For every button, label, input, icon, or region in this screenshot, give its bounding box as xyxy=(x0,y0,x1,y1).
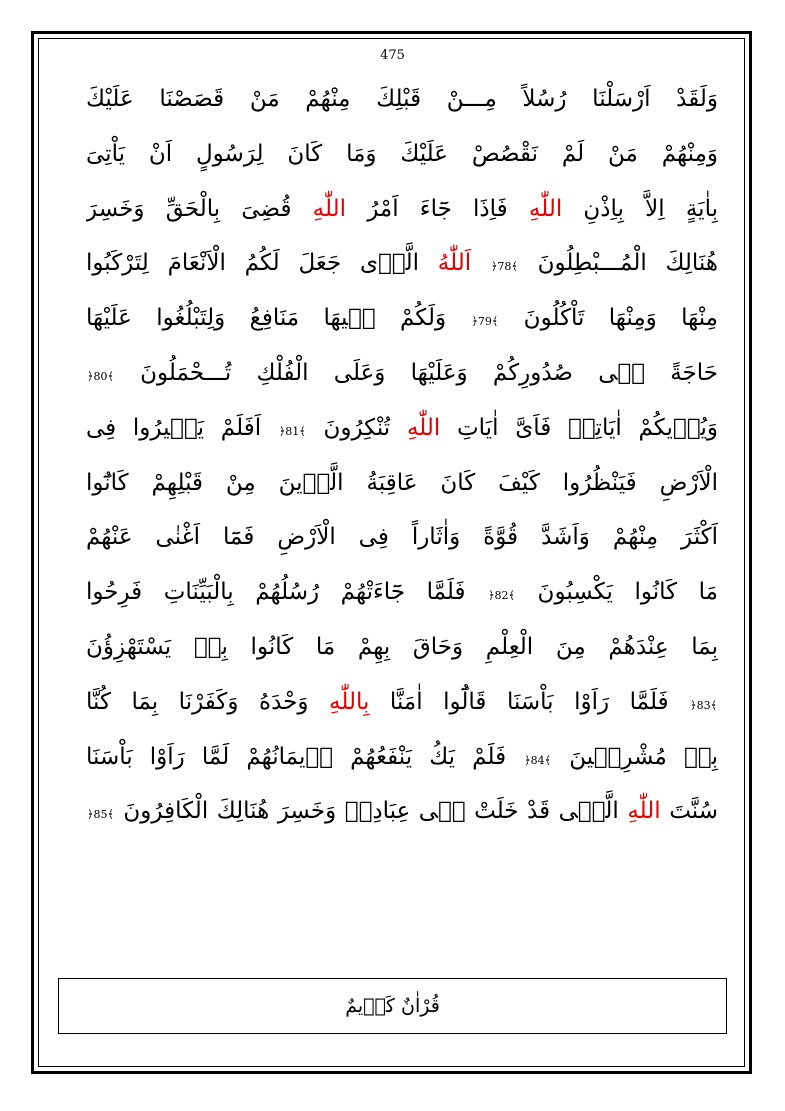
verse-text: بِاٰيَةٍ اِلاَّ بِاِذْنِ xyxy=(562,195,718,222)
page-number: 475 xyxy=(380,48,405,63)
text-line xyxy=(86,72,718,127)
verse-number: ﴿79﴾ xyxy=(471,315,499,329)
text-line xyxy=(86,291,718,346)
verse-number: ﴿85﴾ xyxy=(87,808,114,822)
verse-text: وَمِنْهُمْ مَنْ لَمْ نَقْصُصْ عَلَيْكَ وَمَا كَانَ لِرَسُولٍ اَنْ يَاْتِىَ xyxy=(86,140,718,167)
divine-name: اللّٰهِ xyxy=(627,798,661,825)
verse-number: ﴿80﴾ xyxy=(87,369,114,383)
divine-name: اَللّٰهُ xyxy=(437,250,472,277)
verse-text: وَيُرٖيكُمْ اٰيَاتِهٖ فَاَىَّ اٰيَاتِ xyxy=(440,414,718,441)
verse-number: ﴿84﴾ xyxy=(524,753,552,767)
text-line xyxy=(86,730,718,785)
text-line xyxy=(86,456,718,511)
text-line xyxy=(86,236,718,291)
verse-text: مَا كَانُوا يَكْسِبُونَ xyxy=(515,579,718,606)
divine-name: اللّٰهِ xyxy=(312,195,347,222)
verse-text: هُنَالِكَ الْمُـــبْطِلُونَ xyxy=(518,250,718,277)
verse-text: تُنْكِرُونَ xyxy=(306,414,407,441)
text-line xyxy=(86,182,718,237)
text-line xyxy=(86,401,718,456)
verse-text: وَلَقَدْ اَرْسَلْنَا رُسُلاً مِـــنْ قَبْلِكَ مِنْهُمْ مَنْ قَصَصْنَا عَلَيْكَ xyxy=(86,86,718,112)
verse-text: بِهٖ مُشْرِكٖينَ xyxy=(552,743,718,770)
verse-text: فَلَمَّا جَٓاءَتْهُمْ رُسُلُهُمْ بِالْبَيِّنَاتِ فَرِحُوا xyxy=(86,579,488,606)
verse-text: بِمَا عِنْدَهُمْ مِنَ الْعِلْمِ وَحَاقَ بِهِمْ مَا كَانُوا بِهٖ يَسْتَهْزِؤُنَ xyxy=(86,633,718,660)
verse-text xyxy=(471,250,490,276)
text-line xyxy=(86,510,718,565)
verse-text: وَلَكُمْ فٖيهَا مَنَافِعُ وَلِتَبْلُغُوا عَلَيْهَا xyxy=(86,305,471,332)
verse-text: الَّتٖى قَدْ خَلَتْ فٖى عِبَادِهٖ وَخَسِرَ هُنَالِكَ الْكَافِرُونَ xyxy=(114,798,628,825)
verse-number: ﴿81﴾ xyxy=(278,424,306,438)
verse-text: اَكْثَرَ مِنْهُمْ وَاَشَدَّ قُوَّةً وَاٰثَاراً فِى الْاَرْضِ فَمَٓا اَغْنٰى عَنْهُمْ xyxy=(86,524,718,551)
quran-text-block xyxy=(86,72,718,839)
verse-text: الَّذٖى جَعَلَ لَكُمُ الْاَنْعَامَ لِتَرْكَبُوا xyxy=(86,250,438,277)
verse-text: فَلَمْ يَكُ يَنْفَعُهُمْ اٖيمَانُهُمْ لَمَّا رَاَوْا بَاْسَنَا xyxy=(86,743,524,770)
verse-number: ﴿78﴾ xyxy=(490,260,518,274)
verse-text: فَلَمَّا رَاَوْا بَاْسَنَا قَالُٓوا اٰمَنَّا xyxy=(369,688,690,715)
verse-text: مِنْهَا وَمِنْهَا تَاْكُلُونَ xyxy=(499,305,718,332)
text-line xyxy=(86,565,718,620)
text-line xyxy=(86,620,718,675)
text-line xyxy=(86,784,718,839)
verse-text: قُضِىَ بِالْحَقِّ وَخَسِرَ xyxy=(86,195,313,222)
divine-name: بِاللّٰهِ xyxy=(329,688,370,715)
verse-text: الْاَرْضِ فَيَنْظُرُوا كَيْفَ كَانَ عَاقِبَةُ الَّذٖينَ مِنْ قَبْلِهِمْ كَانُٓوا xyxy=(86,469,718,496)
verse-text: سُنَّتَ xyxy=(660,798,718,825)
divine-name: اللّٰهِ xyxy=(406,414,441,441)
verse-text: فَاِذَا جَٓاءَ اَمْرُ xyxy=(346,195,529,222)
verse-text: حَاجَةً فٖى صُدُورِكُمْ وَعَلَيْهَا وَعَلَى الْفُلْكِ تُـــحْمَلُونَ xyxy=(114,359,718,386)
footer-box xyxy=(58,978,727,1034)
verse-number: ﴿83﴾ xyxy=(690,698,718,712)
footer-label: قُرْاٰنٌ كَرٖيمٌ xyxy=(345,995,440,1017)
text-line xyxy=(86,346,718,401)
text-line xyxy=(86,675,718,730)
verse-text: اَفَلَمْ يَسٖيرُوا فِى xyxy=(86,414,278,441)
verse-text: وَحْدَهُ وَكَفَرْنَا بِمَا كُنَّا xyxy=(86,688,330,715)
divine-name: اللّٰهِ xyxy=(528,195,563,222)
text-line xyxy=(86,127,718,182)
verse-number: ﴿82﴾ xyxy=(488,589,515,603)
